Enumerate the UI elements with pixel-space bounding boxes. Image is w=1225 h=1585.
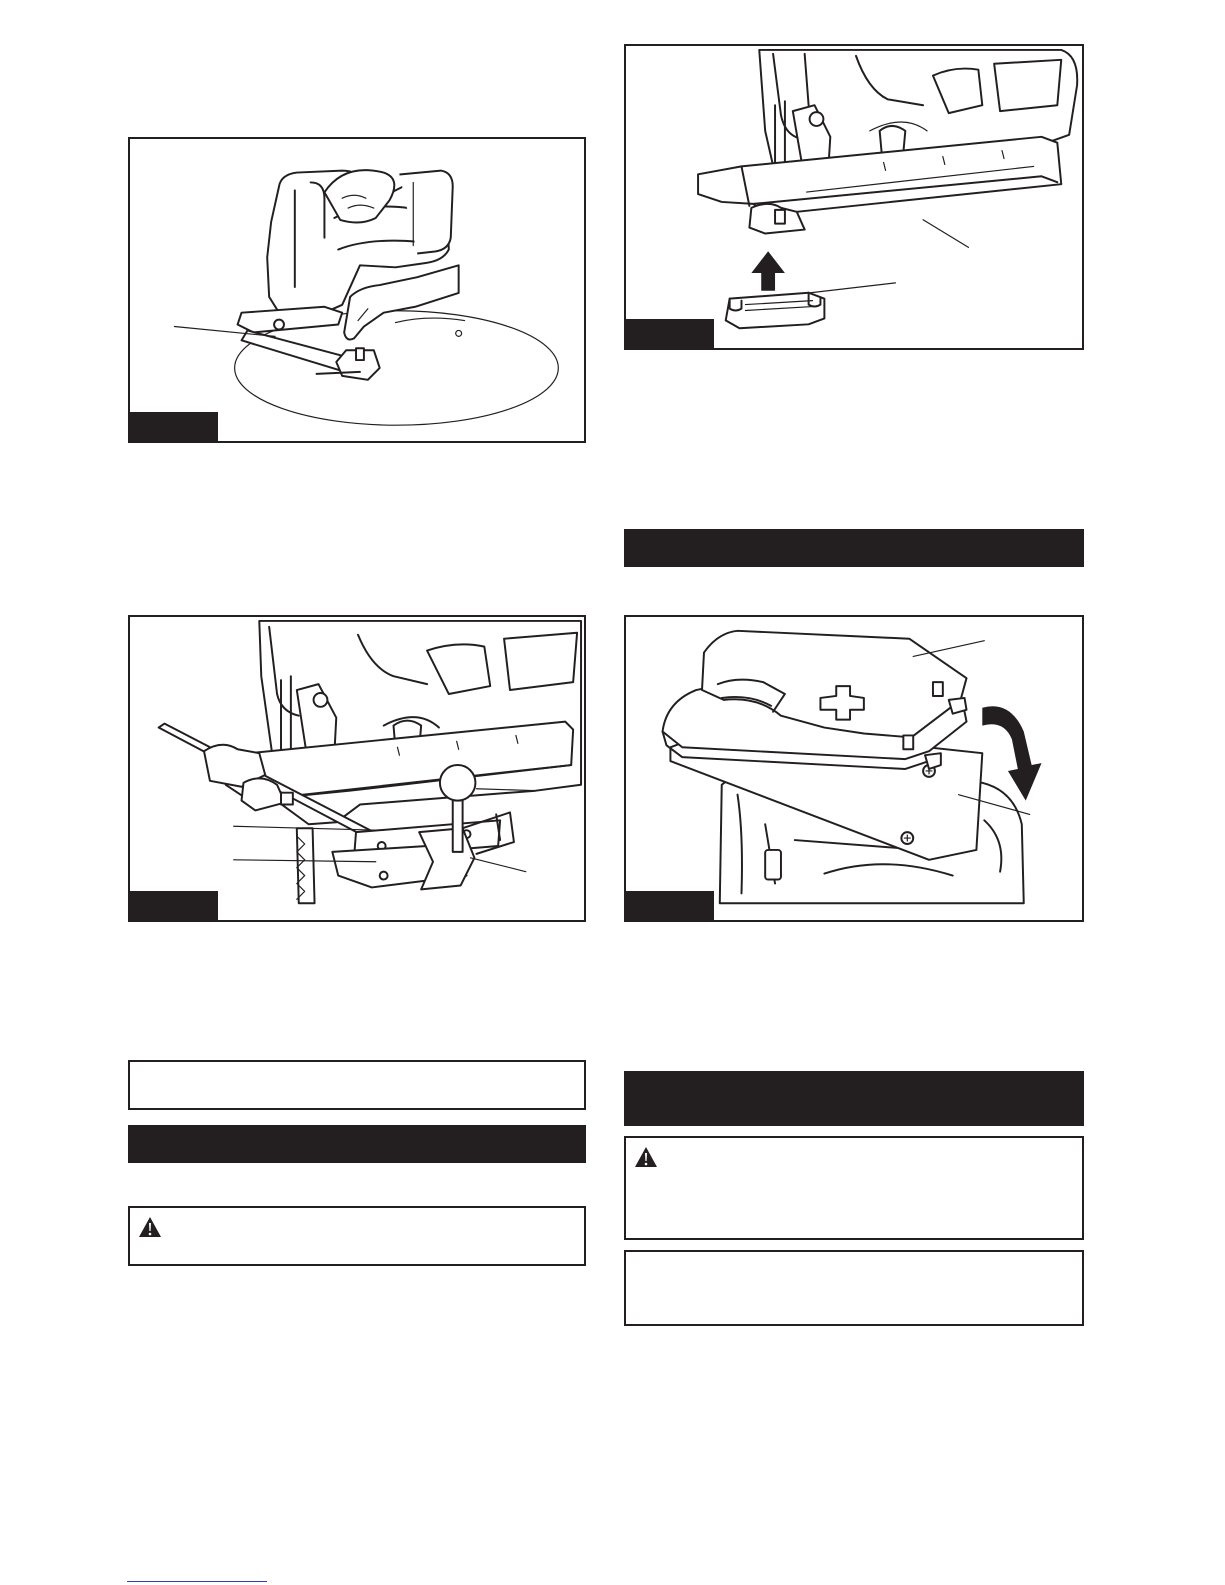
warning-triangle-icon [634,1146,658,1168]
jigsaw-circular-cut-illustration [130,139,584,441]
figure-circular-cutting [128,137,586,443]
figure-anti-splintering-device [624,44,1084,350]
warning-box [128,1206,586,1266]
figure-cover-plate [624,615,1084,922]
figure-number-tab [130,891,218,920]
section-heading-bar [128,1125,586,1163]
note-box [624,1250,1084,1326]
cover-plate-illustration [626,617,1082,920]
warning-box [624,1136,1084,1240]
figure-number-tab [626,891,714,920]
warning-triangle-icon [138,1216,162,1238]
footer-link-underline[interactable] [127,1581,267,1582]
arrow-up-icon [751,251,785,290]
anti-splintering-illustration [626,46,1082,348]
section-heading-bar-tall [624,1071,1084,1126]
note-box [128,1060,586,1110]
figure-number-tab [626,319,714,348]
figure-rip-fence-assembly [128,615,586,922]
rip-fence-illustration [130,617,584,920]
figure-number-tab [130,412,218,441]
section-heading-bar [624,529,1084,567]
